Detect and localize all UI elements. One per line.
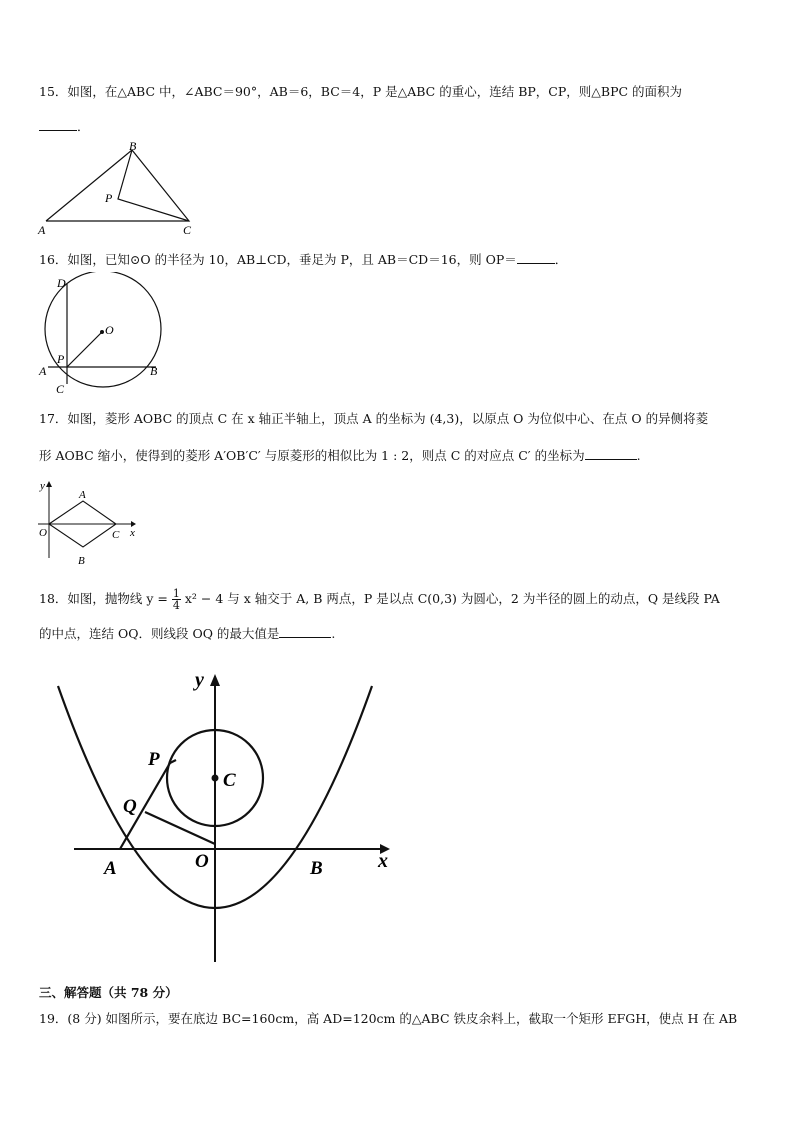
q17-answer-blank[interactable] bbox=[585, 447, 637, 460]
q18-fraction bbox=[172, 588, 181, 611]
q16-answer-blank[interactable] bbox=[517, 251, 555, 264]
center-dot bbox=[100, 330, 104, 334]
label-x: x bbox=[130, 527, 135, 539]
label-c: C bbox=[183, 223, 192, 237]
q15-stem: 15．如图，在△ABC 中，∠ABC＝90°，AB＝6，BC＝4，P 是△ABC 的重心，连结 BP，CP，则△BPC 的面积为 bbox=[39, 84, 683, 99]
label-x: x bbox=[378, 850, 388, 872]
segments-bp-cp bbox=[118, 150, 189, 221]
q17-stem-2: 形 AOBC 缩小，使得到的菱形 A′OB′C′ 与原菱形的相似比为 1 : 2，则点 C 的对应点 C′ 的坐标为 bbox=[39, 448, 585, 463]
label-a: A bbox=[104, 858, 117, 879]
q18-parabola-figure bbox=[40, 662, 400, 967]
label-p: P bbox=[148, 749, 160, 770]
label-c: C bbox=[56, 382, 65, 396]
q17-rhombus-figure bbox=[34, 475, 144, 570]
q15-answer-line bbox=[39, 118, 90, 135]
label-o: O bbox=[39, 527, 47, 539]
q17-line2 bbox=[39, 447, 641, 464]
q18-answer-blank[interactable] bbox=[279, 625, 331, 638]
label-b: B bbox=[310, 858, 323, 879]
label-p: P bbox=[105, 191, 113, 205]
fraction-denominator: 4 bbox=[172, 599, 180, 612]
q19-text bbox=[39, 1011, 737, 1027]
label-b: B bbox=[78, 555, 85, 567]
q18-line2 bbox=[39, 625, 335, 642]
q18-line1 bbox=[39, 588, 720, 611]
label-d: D bbox=[57, 276, 66, 290]
q16-text bbox=[39, 251, 567, 268]
label-y: y bbox=[195, 669, 204, 691]
q16-circle-figure bbox=[34, 272, 174, 397]
q15-triangle-figure bbox=[34, 138, 204, 238]
label-o: O bbox=[195, 851, 209, 872]
label-b: B bbox=[129, 139, 137, 153]
label-b: B bbox=[150, 364, 158, 378]
q17-line1 bbox=[39, 411, 708, 427]
label-p: P bbox=[57, 352, 65, 366]
label-a: A bbox=[79, 489, 86, 501]
label-o: O bbox=[105, 323, 114, 337]
center-c-dot bbox=[212, 775, 219, 782]
q16-end: ． bbox=[554, 252, 568, 267]
triangle-abc bbox=[46, 150, 189, 221]
q15-text bbox=[39, 84, 682, 100]
fraction-numerator: 1 bbox=[172, 587, 180, 600]
segment-op bbox=[67, 332, 102, 367]
label-a: A bbox=[39, 364, 47, 378]
section-heading: 三、解答题（共 78 分） bbox=[39, 985, 178, 1000]
q15-answer-blank[interactable] bbox=[39, 118, 77, 131]
label-c: C bbox=[223, 770, 236, 791]
q18-end: . bbox=[331, 626, 336, 641]
q19-stem: 19．(8 分) 如图所示，要在底边 BC=160cm，高 AD=120cm 的△ABC 铁皮余料上，截取一个矩形 EFGH，使点 H 在 AB bbox=[39, 1011, 738, 1026]
label-c: C bbox=[112, 529, 120, 541]
q15-end: ． bbox=[77, 119, 90, 134]
y-axis-arrow bbox=[46, 481, 52, 487]
q16-stem: 16．如图，已知⊙O 的半径为 10，AB⊥CD，垂足为 P，且 AB＝CD＝16，则 OP＝ bbox=[39, 252, 517, 267]
q17-end: . bbox=[636, 448, 641, 463]
y-axis-arrow bbox=[210, 674, 220, 686]
q18-suffix: x² − 4 与 x 轴交于 A, B 两点，P 是以点 C(0,3) 为圆心，2 为半径的圆上的动点，Q 是线段 PA bbox=[184, 591, 720, 606]
q17-stem-1: 17．如图，菱形 AOBC 的顶点 C 在 x 轴正半轴上，顶点 A 的坐标为 (4,3)，以原点 O 为位似中心、在点 O 的异侧将菱 bbox=[39, 411, 709, 426]
q18-stem-2: 的中点，连结 OQ．则线段 OQ 的最大值是 bbox=[39, 626, 280, 641]
label-a: A bbox=[38, 223, 46, 237]
label-y: y bbox=[40, 480, 45, 492]
label-q: Q bbox=[123, 796, 137, 817]
q18-prefix: 18．如图，抛物线 y = bbox=[39, 591, 168, 606]
segment-oq bbox=[145, 812, 215, 844]
